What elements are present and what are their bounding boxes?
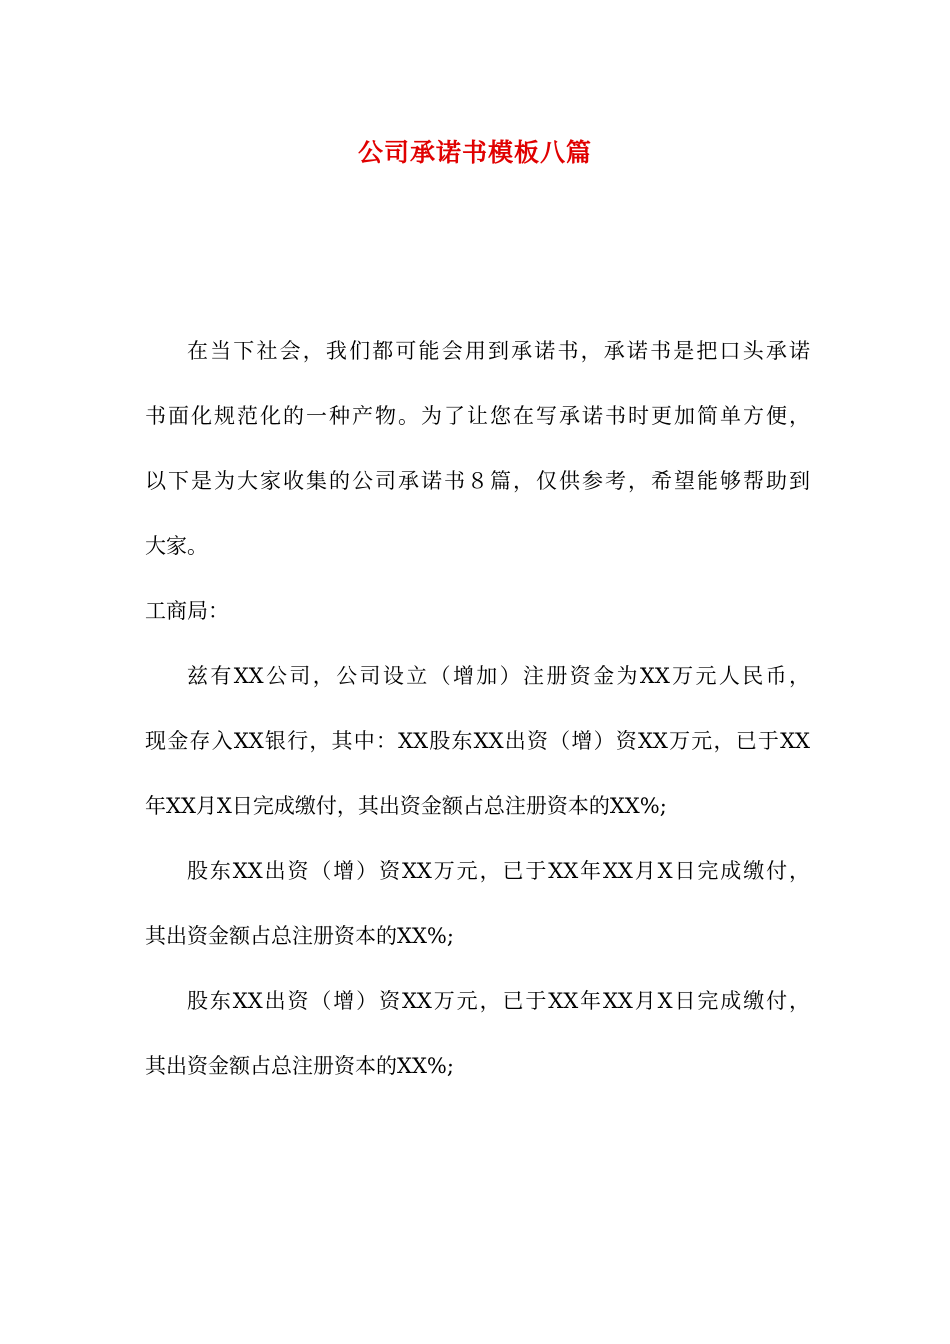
text-line: 兹有XX公司，公司设立（增加）注册资金为XX万元人民币，	[187, 664, 810, 688]
text-line: 股东XX出资（增）资XX万元，已于XX年XX月X日完成缴付，	[187, 859, 810, 883]
text-line: 其出资金额占总注册资本的XX%;	[145, 1054, 454, 1078]
text-line: 现金存入XX银行，其中：XX股东XX出资（增）资XX万元，已于XX	[145, 729, 810, 753]
addressee-line: 工商局：	[145, 599, 229, 623]
paragraph-shareholder-1	[145, 839, 810, 969]
paragraph-shareholder-2	[145, 969, 810, 1099]
paragraph-capital	[145, 644, 810, 839]
text-line: 年XX月X日完成缴付，其出资金额占总注册资本的XX%;	[145, 794, 667, 818]
text-line: 股东XX出资（增）资XX万元，已于XX年XX月X日完成缴付，	[187, 989, 810, 1013]
text-line: 书面化规范化的一种产物。为了让您在写承诺书时更加简单方便，	[145, 404, 810, 428]
document-body	[145, 319, 810, 1099]
text-line: 在当下社会，我们都可能会用到承诺书，承诺书是把口头承诺	[187, 339, 810, 363]
text-line: 其出资金额占总注册资本的XX%;	[145, 924, 454, 948]
paragraph-addressee	[145, 579, 810, 644]
text-line: 大家。	[145, 534, 208, 558]
text-line: 以下是为大家收集的公司承诺书８篇，仅供参考，希望能够帮助到	[145, 469, 810, 493]
document-title: 公司承诺书模板八篇	[357, 138, 592, 167]
paragraph-intro	[145, 319, 810, 579]
